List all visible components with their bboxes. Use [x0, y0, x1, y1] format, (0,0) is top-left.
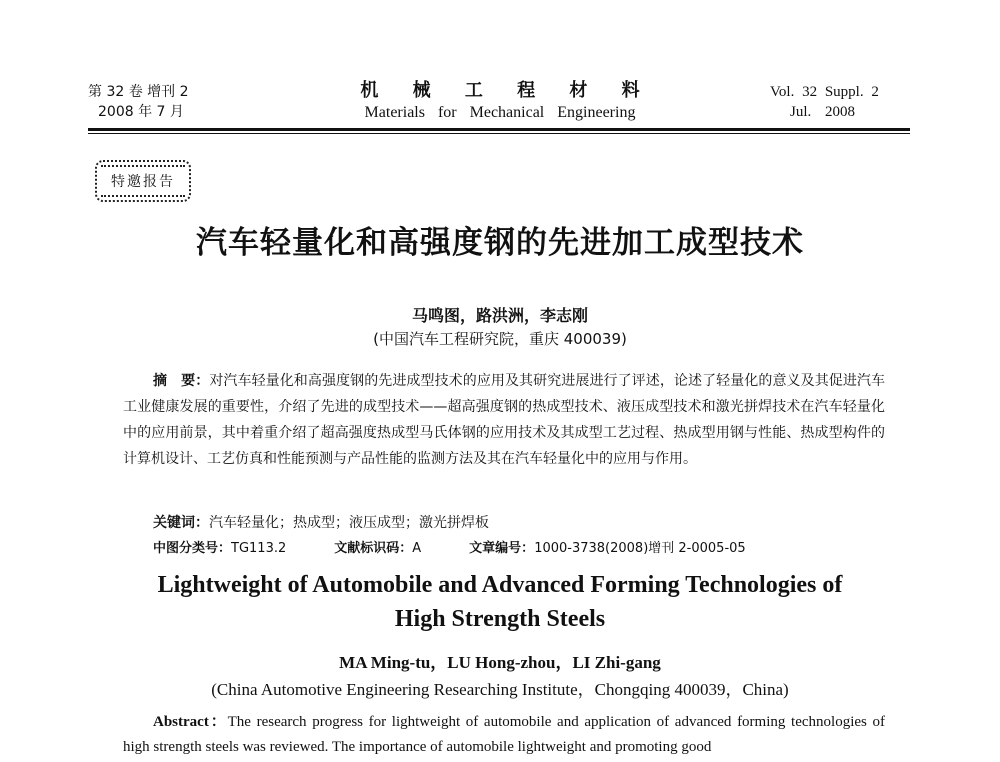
abstract-cn — [123, 368, 885, 472]
clc-label: 中图分类号： — [153, 541, 232, 556]
authors-en: MA Ming-tu，LU Hong-zhou，LI Zhi-gang — [339, 653, 661, 672]
invited-report-badge — [95, 160, 191, 202]
keywords-label-cn: 关键词： — [153, 515, 209, 531]
badge-label: 特邀报告 — [111, 174, 175, 190]
doc-code-label: 文献标识码： — [334, 541, 413, 556]
header-rule-thick — [88, 128, 910, 131]
affiliation-cn: (中国汽车工程研究院，重庆 400039) — [373, 330, 627, 348]
abstract-text-en: The research progress for lightweight of automobile and application of advanced forming technologies of high strength steels was reviewed. The importance of automobile lightweight and promoting good — [123, 714, 885, 755]
classification-line — [153, 537, 913, 556]
volume-info-en — [770, 82, 910, 122]
affiliation-en: (China Automotive Engineering Researching Institute，Chongqing 400039，China) — [211, 680, 789, 699]
keywords-text-cn: 汽车轻量化；热成型；液压成型；激光拼焊板 — [209, 515, 489, 531]
volume-info-cn — [88, 82, 189, 122]
journal-name-en: Materials for Mechanical Engineering — [364, 104, 636, 121]
article-no-label: 文章编号： — [469, 541, 535, 556]
title-en-line1: Lightweight of Automobile and Advanced Forming Technologies of — [157, 572, 843, 598]
date-cn: 2008 年 7 月 — [98, 104, 184, 120]
abstract-en — [123, 710, 885, 760]
keywords-cn — [153, 512, 489, 532]
volume-cn: 第 32 卷 增刊 2 — [88, 84, 189, 100]
authors-cn: 马鸣图，路洪洲，李志刚 — [411, 306, 588, 325]
date-en: Jul. 2008 — [790, 104, 856, 120]
paper-title-en — [100, 568, 900, 636]
article-no-value: 1000-3738(2008)增刊 2-0005-05 — [534, 541, 746, 556]
clc-value: TG113.2 — [231, 541, 287, 556]
abstract-text-cn: 对汽车轻量化和高强度钢的先进成型技术的应用及其研究进展进行了评述，论述了轻量化的意义及其促进汽车工业健康发展的重要性，介绍了先进的成型技术——超高强度钢的热成型技术、液压成型技术和激光拼焊技术在汽车轻量化中的应用前景，其中着重介绍了超高强度热成型马氏体钢的应用技术及其成型工艺过程、热成型用钢与性能、热成型构件的计算机设计、工艺仿真和性能预测与产品性能的监测方法及其在汽车轻量化中的应用与作用。 — [123, 373, 886, 467]
header-rule-thin — [88, 133, 910, 134]
doc-code-value: A — [412, 541, 422, 556]
title-en-line2: High Strength Steels — [394, 606, 606, 632]
volume-en: Vol. 32 Suppl. 2 — [770, 84, 879, 100]
paper-title-cn: 汽车轻量化和高强度钢的先进加工成型技术 — [196, 225, 804, 261]
abstract-label-cn: 摘 要： — [153, 373, 210, 389]
journal-name-cn: 机 械 工 程 材 料 — [360, 80, 654, 101]
journal-title — [300, 80, 700, 124]
abstract-label-en: Abstract： — [153, 714, 228, 730]
